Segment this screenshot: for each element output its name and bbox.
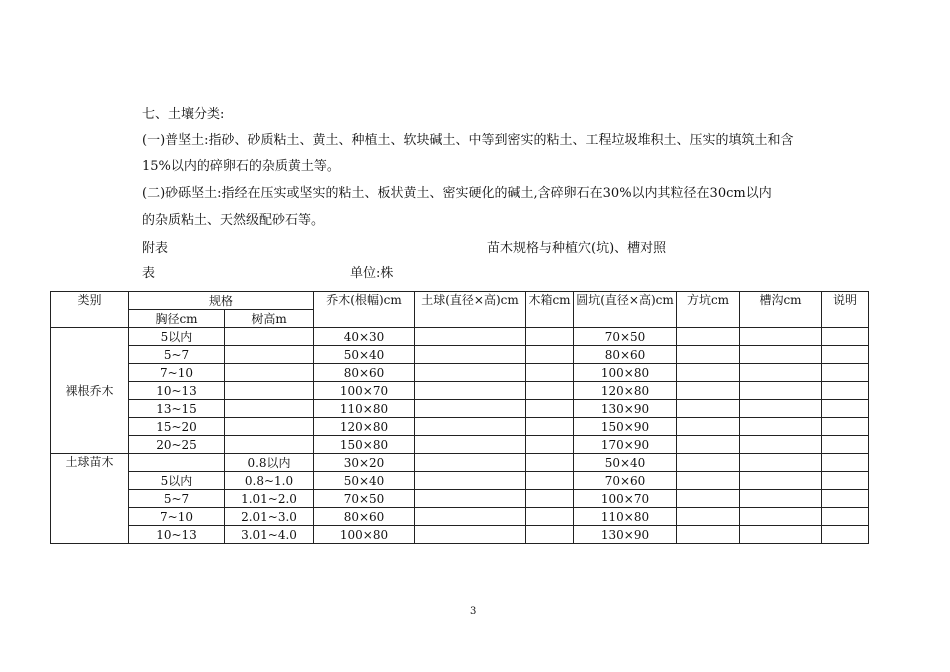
table-row <box>51 346 869 364</box>
cell-yuankeng: 70×50 <box>574 328 677 346</box>
cell-qiaomu: 30×20 <box>314 454 415 472</box>
table-row <box>51 364 869 382</box>
cell-muxiang <box>526 364 574 382</box>
seedling-spec-table <box>50 291 869 544</box>
cell-height <box>225 400 314 418</box>
cell-caogou <box>740 400 822 418</box>
cell-tuqiu <box>415 436 526 454</box>
cell-caogou <box>740 346 822 364</box>
cell-qiaomu: 120×80 <box>314 418 415 436</box>
cell-qiaomu: 150×80 <box>314 436 415 454</box>
cell-qiaomu: 80×60 <box>314 508 415 526</box>
cell-height <box>225 328 314 346</box>
cell-height <box>225 436 314 454</box>
cell-height: 3.01~4.0 <box>225 526 314 544</box>
table-row <box>51 454 869 472</box>
header-qiaomu: 乔木(根幅)cm <box>314 292 415 328</box>
cell-tuqiu <box>415 490 526 508</box>
cell-caogou <box>740 472 822 490</box>
table-row <box>51 436 869 454</box>
cell-muxiang <box>526 526 574 544</box>
cell-shuoming <box>822 400 869 418</box>
cell-caogou <box>740 436 822 454</box>
cell-height: 2.01~3.0 <box>225 508 314 526</box>
cell-qiaomu: 40×30 <box>314 328 415 346</box>
cell-height: 1.01~2.0 <box>225 490 314 508</box>
cell-muxiang <box>526 382 574 400</box>
page-number: 3 <box>470 606 477 617</box>
cell-caogou <box>740 526 822 544</box>
header-yuankeng: 圆坑(直径×高)cm <box>574 292 677 328</box>
cell-caogou <box>740 508 822 526</box>
header-caogou: 槽沟cm <box>740 292 822 328</box>
cell-shuoming <box>822 490 869 508</box>
cell-muxiang <box>526 328 574 346</box>
cell-height <box>225 346 314 364</box>
cell-fangkeng <box>677 382 740 400</box>
cell-yuankeng: 120×80 <box>574 382 677 400</box>
cell-tuqiu <box>415 346 526 364</box>
header-tuqiu: 土球(直径×高)cm <box>415 292 526 328</box>
cell-shuoming <box>822 418 869 436</box>
header-shuoming: 说明 <box>822 292 869 328</box>
cell-shuoming <box>822 382 869 400</box>
cell-fangkeng <box>677 472 740 490</box>
table-row <box>51 328 869 346</box>
table-row <box>51 508 869 526</box>
cell-shuoming <box>822 508 869 526</box>
table-row <box>51 490 869 508</box>
cell-muxiang <box>526 454 574 472</box>
cell-fangkeng <box>677 364 740 382</box>
group-soil-ball: 土球苗木 <box>51 454 129 544</box>
unit-label: 单位:株 <box>350 266 394 281</box>
cell-qiaomu: 100×70 <box>314 382 415 400</box>
cell-qiaomu: 80×60 <box>314 364 415 382</box>
cell-yuankeng: 100×80 <box>574 364 677 382</box>
cell-yuankeng: 80×60 <box>574 346 677 364</box>
cell-fangkeng <box>677 418 740 436</box>
cell-fangkeng <box>677 508 740 526</box>
cell-fangkeng <box>677 346 740 364</box>
cell-height <box>225 382 314 400</box>
cell-qiaomu: 100×80 <box>314 526 415 544</box>
cell-dbh: 5~7 <box>129 346 225 364</box>
cell-fangkeng <box>677 328 740 346</box>
header-dbh: 胸径cm <box>129 310 225 328</box>
cell-shuoming <box>822 346 869 364</box>
group-bare-root: 裸根乔木 <box>51 328 129 454</box>
cell-yuankeng: 130×90 <box>574 400 677 418</box>
table-row <box>51 526 869 544</box>
table-title-continued: 表 <box>142 266 156 281</box>
paragraph-1-line-2: 15%以内的碎卵石的杂质黄土等。 <box>142 159 340 174</box>
section-heading: 七、土壤分类: <box>142 107 225 122</box>
cell-tuqiu <box>415 508 526 526</box>
table-row <box>51 418 869 436</box>
cell-shuoming <box>822 454 869 472</box>
cell-caogou <box>740 328 822 346</box>
cell-muxiang <box>526 346 574 364</box>
cell-caogou <box>740 382 822 400</box>
table-row <box>51 472 869 490</box>
cell-yuankeng: 170×90 <box>574 436 677 454</box>
cell-tuqiu <box>415 400 526 418</box>
cell-yuankeng: 50×40 <box>574 454 677 472</box>
header-fangkeng: 方坑cm <box>677 292 740 328</box>
cell-tuqiu <box>415 418 526 436</box>
cell-qiaomu: 70×50 <box>314 490 415 508</box>
appendix-label: 附表 <box>142 241 169 256</box>
header-category: 类别 <box>51 292 129 328</box>
cell-height <box>225 418 314 436</box>
cell-dbh: 15~20 <box>129 418 225 436</box>
cell-yuankeng: 150×90 <box>574 418 677 436</box>
cell-dbh: 5以内 <box>129 472 225 490</box>
cell-muxiang <box>526 508 574 526</box>
table-row <box>51 400 869 418</box>
cell-caogou <box>740 454 822 472</box>
cell-dbh <box>129 454 225 472</box>
cell-dbh: 5~7 <box>129 490 225 508</box>
cell-shuoming <box>822 364 869 382</box>
cell-fangkeng <box>677 436 740 454</box>
table-row <box>51 382 869 400</box>
cell-height <box>225 364 314 382</box>
cell-tuqiu <box>415 364 526 382</box>
cell-caogou <box>740 418 822 436</box>
cell-qiaomu: 50×40 <box>314 472 415 490</box>
header-height: 树高m <box>225 310 314 328</box>
cell-dbh: 20~25 <box>129 436 225 454</box>
cell-caogou <box>740 490 822 508</box>
cell-shuoming <box>822 436 869 454</box>
header-row-1 <box>51 292 869 310</box>
cell-fangkeng <box>677 454 740 472</box>
cell-height: 0.8以内 <box>225 454 314 472</box>
cell-yuankeng: 130×90 <box>574 526 677 544</box>
cell-tuqiu <box>415 382 526 400</box>
cell-muxiang <box>526 400 574 418</box>
cell-height: 0.8~1.0 <box>225 472 314 490</box>
cell-muxiang <box>526 418 574 436</box>
cell-tuqiu <box>415 328 526 346</box>
cell-qiaomu: 50×40 <box>314 346 415 364</box>
cell-dbh: 10~13 <box>129 526 225 544</box>
cell-muxiang <box>526 490 574 508</box>
header-muxiang: 木箱cm <box>526 292 574 328</box>
cell-dbh: 5以内 <box>129 328 225 346</box>
paragraph-2-line-1: (二)砂砾坚土:指经在压实或坚实的粘土、板状黄土、密实硬化的碱土,含碎卵石在30%以内其粒径在30cm以内 <box>142 186 772 201</box>
cell-tuqiu <box>415 454 526 472</box>
cell-fangkeng <box>677 400 740 418</box>
cell-tuqiu <box>415 526 526 544</box>
header-spec: 规格 <box>129 292 314 310</box>
cell-caogou <box>740 364 822 382</box>
paragraph-2-line-2: 的杂质粘土、天然级配砂石等。 <box>142 213 325 228</box>
cell-tuqiu <box>415 472 526 490</box>
cell-qiaomu: 110×80 <box>314 400 415 418</box>
cell-muxiang <box>526 436 574 454</box>
cell-dbh: 10~13 <box>129 382 225 400</box>
table-title: 苗木规格与种植穴(坑)、槽对照 <box>487 241 667 256</box>
cell-yuankeng: 70×60 <box>574 472 677 490</box>
cell-yuankeng: 110×80 <box>574 508 677 526</box>
paragraph-1-line-1: (一)普坚土:指砂、砂质粘土、黄土、种植土、软块碱土、中等到密实的粘土、工程垃圾堆积土、压实的填筑土和含 <box>142 133 794 148</box>
cell-dbh: 7~10 <box>129 364 225 382</box>
cell-yuankeng: 100×70 <box>574 490 677 508</box>
cell-dbh: 13~15 <box>129 400 225 418</box>
cell-shuoming <box>822 328 869 346</box>
cell-shuoming <box>822 526 869 544</box>
cell-fangkeng <box>677 490 740 508</box>
cell-dbh: 7~10 <box>129 508 225 526</box>
cell-fangkeng <box>677 526 740 544</box>
cell-muxiang <box>526 472 574 490</box>
cell-shuoming <box>822 472 869 490</box>
